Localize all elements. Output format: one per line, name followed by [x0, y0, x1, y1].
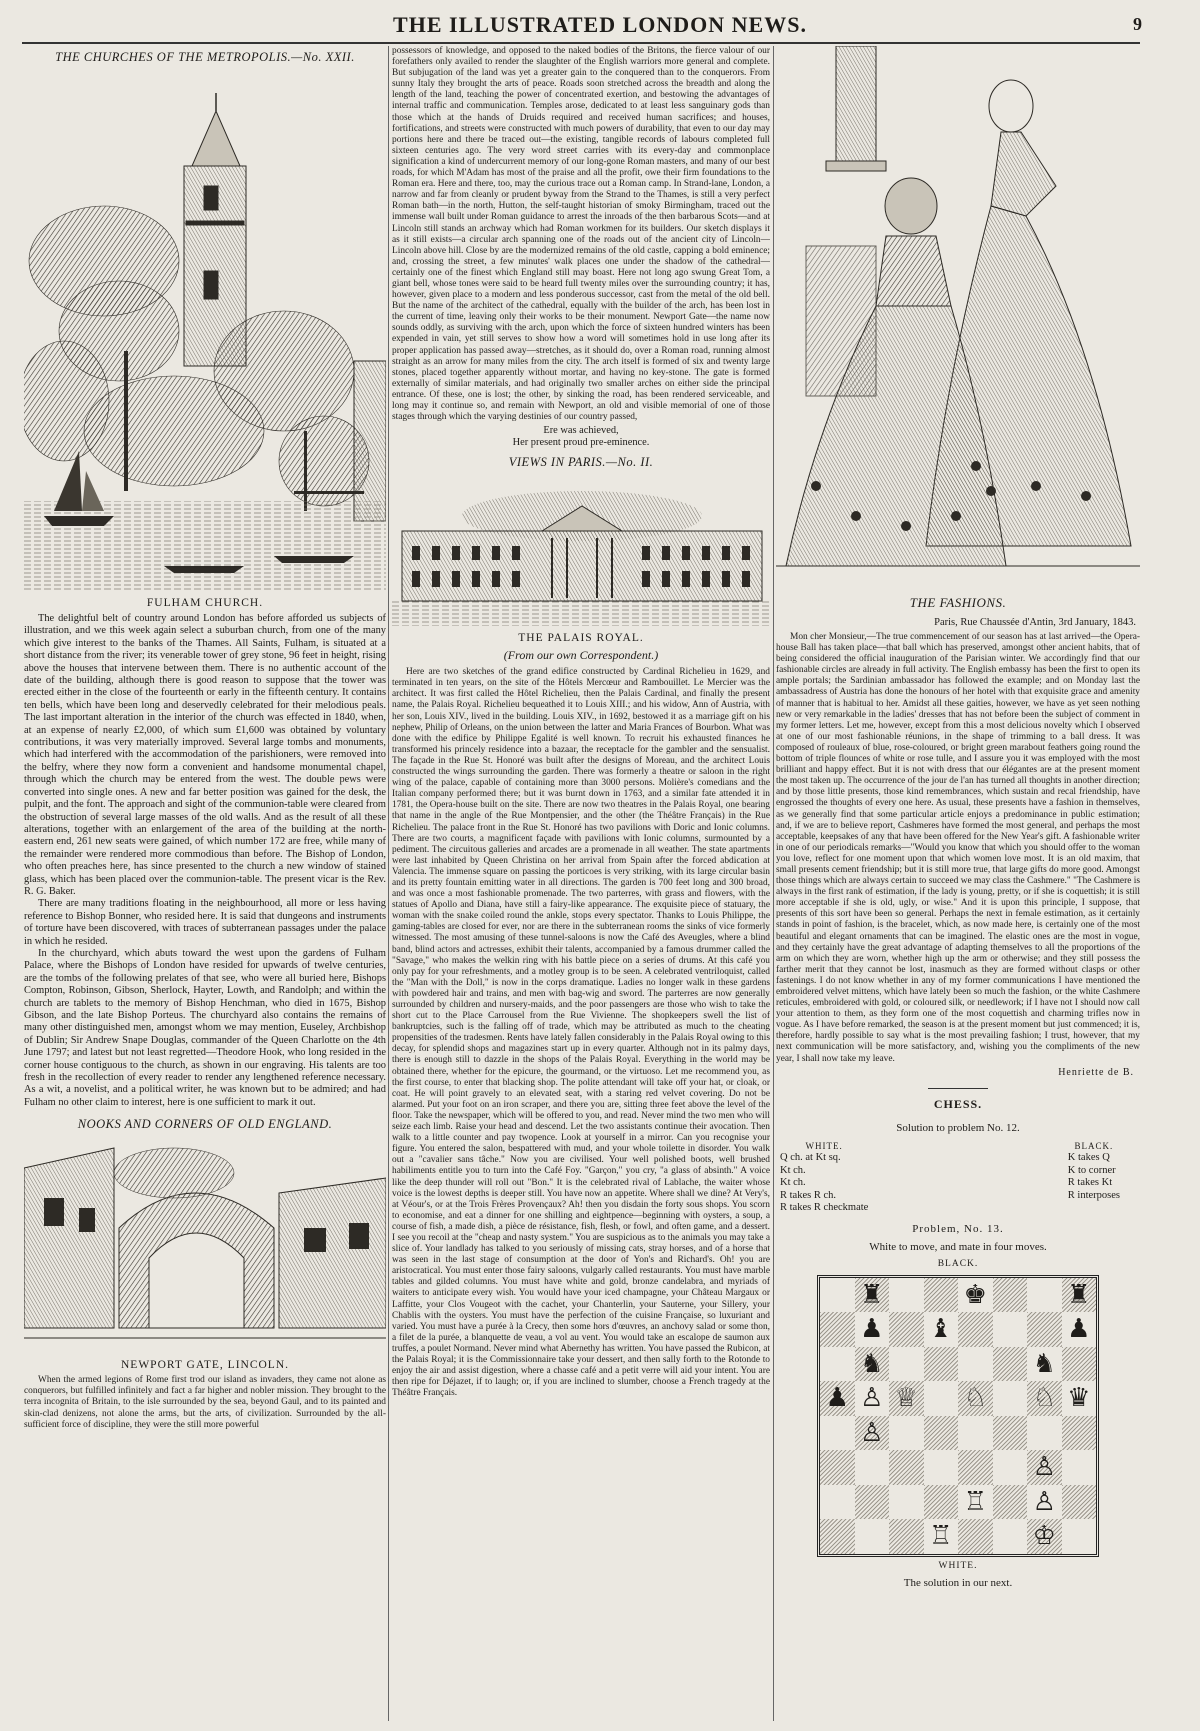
board-square — [993, 1450, 1028, 1485]
fulham-caption: FULHAM CHURCH. — [146, 597, 264, 609]
nooks-heading: NOOKS AND CORNERS OF OLD ENGLAND. — [77, 1117, 333, 1132]
chess-problem-subtitle: White to move, and mate in four moves. — [869, 1240, 1047, 1253]
column-rule-1 — [388, 46, 389, 1721]
board-square — [820, 1312, 855, 1347]
fulham-paragraph-3: In the churchyard, which abuts toward the west upon the gardens of Fulham Palace, where the Bishops of London have resided for upwards of twelve centuries, are the tombs of the following prelates of that see, who were all buried here, Bishops Compton, Robinson, Gibson, Sherlock, Hayter, Lowth, and Randolph; and within the church are tablets to the memory of Bishop Henchman, who died in 1675, Bishop Gibson, and the late Bishop Porteus. The churchyard also contains the remains of many other distinguished men, amongst whom we may mention, Euseley, Archbishop of Dublin; Sir Andrew Snape Douglas, commander of the Queen Charlotte on the 4th June 1797; and latest but not least regretted—Theodore Hook, who long resided in the corner house contiguous to the church, as shown in our engraving. His talents are too fresh in the recollection of every reader to render any lengthened reference necessary. As a wit, a novelist, and a political writer, he was known but to be admired; and had Fulham no other claim to interest, here is one sufficient to mark it out. — [24, 947, 386, 1108]
board-square — [1062, 1450, 1097, 1485]
board-label-white: WHITE. — [938, 1560, 978, 1571]
chess-footer: The solution in our next. — [903, 1576, 1013, 1589]
white-move: Q ch. at Kt sq. — [780, 1152, 841, 1164]
board-square — [924, 1450, 959, 1485]
masthead-rule — [22, 42, 1140, 44]
black-move: K takes Q — [1067, 1152, 1110, 1164]
palais-caption: THE PALAIS ROYAL. — [518, 632, 644, 645]
board-square — [889, 1278, 924, 1313]
board-square — [924, 1278, 959, 1313]
black-move: R takes Kt — [1067, 1177, 1113, 1189]
verse-line-1: Ere was achieved, — [543, 425, 619, 437]
board-square — [820, 1450, 855, 1485]
board-label-black: BLACK. — [937, 1258, 979, 1269]
chess-piece: ♛ — [1067, 1383, 1091, 1414]
palais-subcaption: (From our own Correspondent.) — [503, 648, 659, 663]
board-square — [993, 1485, 1028, 1520]
black-move: R interposes — [1067, 1189, 1120, 1201]
board-square — [1062, 1519, 1097, 1554]
chess-piece: ♘ — [963, 1383, 987, 1414]
board-square — [993, 1278, 1028, 1313]
fulham-paragraph-2: There are many traditions floating in the neighbourhood, all more or less having reference to Bishop Bonner, who resided here. It is said that dungeons and instruments of torture have been discovered, with traces of subterranean passages under the palace in which he resided. — [24, 898, 386, 947]
board-square — [889, 1347, 924, 1382]
board-square — [820, 1278, 855, 1313]
board-square — [924, 1485, 959, 1520]
board-square — [1062, 1485, 1097, 1520]
board-square — [855, 1485, 890, 1520]
board-square — [889, 1416, 924, 1451]
board-square — [1062, 1416, 1097, 1451]
board-square — [993, 1519, 1028, 1554]
chess-solution-title: Solution to problem No. 12. — [896, 1121, 1020, 1134]
chess-piece: ♘ — [1032, 1383, 1056, 1414]
chess-piece: ♙ — [860, 1383, 884, 1414]
white-moves-header: WHITE. — [805, 1140, 843, 1151]
fashions-dateline: Paris, Rue Chaussée d'Antin, 3rd January, 1843. — [934, 617, 1136, 628]
chess-piece: ♝ — [929, 1314, 953, 1345]
black-moves-column — [1068, 1140, 1120, 1215]
chess-piece: ♞ — [1032, 1348, 1056, 1379]
board-square — [820, 1485, 855, 1520]
fashions-engraving — [776, 46, 1140, 591]
column-rule-2 — [773, 46, 774, 1721]
chess-piece: ♜ — [860, 1279, 884, 1310]
board-square — [820, 1519, 855, 1554]
board-square — [820, 1347, 855, 1382]
roman-paragraph: possessors of knowledge, and opposed to the naked bodies of the Britons, the fierce valour of our forefathers only availed to render the slaughter of the English warriors more general and complete. But subjugation of the land was yet a greater gain to the conquered than to the conquerors. From sunny Italy they brought the arts of peace. Roads soon stretched across the breadth and along the length of the land, teaching the power of concentrated exertion, and bestowing the advantages of internal traffic and communication. Temples arose, dedicated to at least less sanguinary gods than those which at the hands of Druids required and received human sacrifices; and houses, fortifications, and streets were constructed with much powers of durability, that even to our day may portions here and there be traced out—the existing, tangible records of labours completed full sixteen centuries ago. The very word street carries with its every-day and commonplace signification a kind of undercurrent memory of our long-gone Roman masters, and many of our best roads, for which M'Adam has most of the praise and all the profit, owe their firm foundations to the Roman era. Here and there, too, may the curious trace out a Roman camp. In Strand-lane, London, a narrow and far from cleanly or prudent byway from the Strand to the Thames, is still a very perfect Roman bath—in the north, Hutton, the self-taught historian of smoky Birmingham, traced out the immense wall built under Roman guidance to arrest the inroads of the then barbarous Scots—and at Lincoln still stands an archway which had Roman workmen for its builders. Our sketch displays it as it still exists—a circular arch spanning one of the roads out of the ancient city of Lincoln—Lincoln above hill. Close by are the modernized remains of the old castle, capping a bold eminence; and, crossing the street, a few minutes' walk places one under the shadow of the cathedral—certainly one of the finest which England still may boast. Here not long ago swung Great Tom, a giant bell, whose tones were said to be heard full twenty miles over the surrounding country; it has, however, given place to a modern and less ponderous successor, cast from the metal of the old bell. But the name of the architect of the cathedral, equally with the builder of the arch, has been lost in the current of time, leaving only their works to be their monument. Newport Gate—the name now sounds oddly, as surviving with the arch, upon which the force of sixteen hundred winters has been expended in vain, yet still serves to show how a word will sometimes hold in use long after its proper application has passed away—stretches, as it should do, over a Roman road, running almost straight as an arrow for many miles from the city. The arch itself is formed of six and twenty large stones, placed together apparently without mortar, and having no key-stone. The gate is formed externally of similar materials, and had originally two smaller arches on either side the principal entrance. Of these, one is lost; the other, by sinking the road, has been rendered serviceable, and long may it continue so, and remain with Newport, an old and visible memorial of one of those stages through which the varying destinies of our country passed, — [392, 46, 770, 423]
newport-caption: NEWPORT GATE, LINCOLN. — [120, 1359, 290, 1372]
chess-piece: ♟ — [825, 1383, 849, 1414]
fulham-church-engraving — [24, 71, 386, 591]
chess-piece: ♖ — [929, 1521, 953, 1552]
chess-piece: ♞ — [860, 1348, 884, 1379]
black-move: K to corner — [1067, 1164, 1116, 1176]
board-square — [993, 1347, 1028, 1382]
chess-piece: ♖ — [963, 1486, 987, 1517]
fashions-paragraph: Mon cher Monsieur,—The true commencement of our season has at last arrived—the Opera-house Ball has taken place—that ball which has preserved, amongst other ancient habits, that of being considered the official inauguration of the Parisian winter. We accordingly find that our fashionable circles are already in full activity. The English embassy has been the first to open its ample portals; the Sardinian ambassador has followed the example; and on Monday last the ambassadress of Austria has done the honours of her hotel with that exquisite grace and amenity of manner that is habitual to her. Amidst all these gaities, however, we have as yet seen nothing new or very remarkable in the ladies' dresses that has not before been the subject of comment in my former letters. Let me, however, except from this a most delicious novelty which I observed at one of our most fashionable réunions, in the shape of trimming to a ball dress. It was composed of rouleaux of blue, rose-coloured, or bright green marabout feathers going round the bottom of triple flounces of white or rose tulle, and I assure you it was employed with the most brilliant and happy effect. But it is not with dress that our élégantes are at the present moment the most taken up. The occurrence of the jour de l'an has turned all thoughts in another direction; and by those little presents, those kind remembrances, which sustain and recal friendship, have engrossed the thoughts of every one here. As usual, these presents have a fashion in themselves, as we generally find that some particular article enjoys a predominance in public estimation; and, if we are to believe report, Cashmeres have formed the most general, and perhaps the most acceptable, keepsakes of any that have been offered for the New Year's gift. A fashionable writer in one of our periodicals remarks—"Would you know that which you should offer to the woman you love, reflect for one moment upon that which women love most. It is an old maxim, that small presents cement friendship; but it is still more true, that large gifts do more good. Amongst those things which are always certain to succeed we may class the Cashmere." "The Cashmere is always in the first rank of estimation, if the lady is young, pretty, or if she is coquettish; it is still more acceptable if she is old, ugly, or wise." And it is upon this principle, I suppose, that presents of this sort have been so general. Perhaps the next in female estimation, as it certainly stands in point of fashion, is the bracelet, which, as now made here, is certainly one of the most beautiful and elegant ornaments that can be imagined. The elastic ones are the most in vogue, and they certainly have the great advantage of adapting themselves to all the proportions of the arm on which they are worn, whether high up the arm or otherwise; and they still possess the farther merit that they cannot be lost, inasmuch as they are formed without clasps or other fastenings. I do not know whether in any of my former communications I have mentioned the embroidered velvet mittens, which have lately been so much the fashion, or the white Cashmere reticules, embroidered with gold, or coloured silk, or needlework; if I have not I should now call your attention to them, as they form one of the most coquettish and charming trifles now in vogue. As I have before remarked, the season is at the present moment but just commenced; it is, therefore, hardly possible to say what is the most prevailing fashion; I trust, however, that my next communication will be more satisfactory, and, wishing you the compliments of the new year, I shall now take my leave. — [776, 632, 1140, 1064]
column-1 — [24, 46, 386, 1431]
palais-paragraph: Here are two sketches of the grand edifice constructed by Cardinal Richelieu in 1629, and terminated in ten years, on the site of the Hôtels Mercœur and Rambouillet. Le Mercier was the architect. It was first called the Hôtel Richelieu, then the Palais Cardinal, and finally the present name, the Palais Royal. Richelieu bequeathed it to Louis XIII.; and his widow, Ann of Austria, with her son, Louis XIV., lived in the building. Louis XIV., in 1692, bestowed it as a marriage gift on his nephew, Philip of Orleans, on the union between the latter and Maria Frances of Bourbon. What was done with the edifice by Philippe Egalité is well known. To recruit his exhausted finances he transformed his princely residence into a bazaar, the receptacle for the gambler and the sensualist. The façade in the Rue St. Honoré was built after the designs of Moreau, and the architect Louis constructed the wings surrounding the garden. There was formerly a theatre or saloon in the right wing of the palace, capable of containing more than 3000 persons. Molière's comedians and the Italian company performed there; but it was burnt down in 1763, and a similar fate attended it in 1781, the Opera-house built on the site. There are now two theatres in the Palais Royal, one bearing that name in the angle of the Rue Montpensier, and the other (the Théâtre Français) in the Rue Richelieu. The palace front in the Rue St. Honoré has two pavilions with Doric and Ionic columns. There are two courts, a magnificent façade with pavilions with Ionic columns, surmounted by a pediment. The circuitous galleries and arcades are a promenade in all weather. The state apartments were last inhabited by Queen Christina on her arrival from Spain after the forced abdication at Valencia. The immense square on passing the porticoes is very striking, with its large circular basin and its pretty fountain emitting water in all directions. The garden is 700 feet long and 300 broad, and was once a most fashionable promenade. The two parterres, with grass and flowers, with the statues of Apollo and Diana, have still a fairy-like appearance. The exquisite piece of statuary, the woman with the snake coiled round the ankle, stops every spectator. Thanks to Louis Philippe, the gaming-tables are closed for ever, nor are there in the subterranean rooms the sinks of vice formerly witnessed. The most amusing of these tunnel-saloons is now the Café des Aveugles, where a blind band, blind actors and actresses, exhibit their talents, accompanied by a famous drummer called the "Savage," who makes the welkin ring with his battle piece on a series of drums. At this café you only pay for your refreshments, and a motley group is to be seen. A celebrated ventriloquist, called the "Man with the Doll," is now in the corps dramatique. Ladies no longer walk in these gardens with powdered hair and trains, and men with bag-wig and sword. The parterres are now generally surrounded by children and nursery-maids, and the poor passengers are those who wish to take the short cut to the Place Carrousel from the Rue Vivienne. The shopkeepers swell the list of bankruptcies, such is the falling off of trade, which may be attributed as much to the cheating propensities of the tradesmen. Rents have lately fallen considerably in the Palais Royal owing to this decay, for splendid shops and magazines start up in every quarter. Although not in its palmy days, there is enough still to dazzle in the shops of the Palais Royal. Everything in the world may be obtained there, whether for the epicure, the gourmand, or the virtuoso. Let me recommend you, as the first course, to enter that blacking shop. The polite attendant will take off your hat, or cloak, or coat. He will point gravely to an elevated seat, with a staring red velvet covering. Do not be alarmed. Put your foot on an iron scraper, and there you are, sitting three feet above the level of the floor. Take the newspaper, which will be offered to you, and read. Never mind the two men who will seize each limb. Raise your head and descend. Let the two assistants continue their avocation. Then walk to a little counter and pay twopence. Look at yourself in a mirror. Can you recognise your figure. You entered the salon, bespattered with mud, and your whole toilette in disorder. You walk out a "cavalier sans tâche." Now you are civilised. Your well polished boots, well brushed habiliments entitle you to turn into the Café Foy. "Garçon," you cry, "a glass of absinth." A voice like the deep thunder will roll out "Bon." It is the celebrated rival of Lablache, the waiter whose voice is the lowest depths is deeper still. You have now an appetite. Where shall we dine? At Very's, at Véour's, or at the Trois Frères Provençaux? Ah! then you disdain the forty sous shops. You scorn to economise, and eat a dinner for one shilling and eightpence—beginning with oysters, a soup, a course of fish, a made dish, a pièce de résistance, fish, flesh, or fowl, and often game, and a dessert. I see you recoil at the "cheap and nasty system." You are suspicious as to the animals you may take a slice of. Your landlady has talked to you seriously of missing cats, stray horses, and of a horse that was seen in the last stage of consumption at the door of Yon's and Richard's. Oh! you are aristocratical. You must enter those fairy saloons, vulgarly called restaurants. You must have marble tables and gilded columns. You must have white and gold, bronze candelabra, and myriads of waiters to anticipate every wish. You would have your iced champagne, your Château Margaux or Laffitte, your Clos Vougeot with the cachet, your Chanterlin, your Sauterne, your Sillery, your Chablis with the oysters. You must have the perfection of the cuisine Française, so luxuriant and varied. You must have a purée à la Crecy, then some hors d'œuvres, an anchovy salad or some thon, a filet de la purée, a blanquette de veau, a vol au vent. You would take an escalope de saumon aux truffes, a poulet Normand. Never mind what Abernethy has written. You have passed the Rubicon, at the Palais Royal; it is the Commissionnaire take your dessert, and then sally forth to the Rotonde to enjoy the air and assist digestion, where a chasse café and a petit verre will aid your intent. You are then ripe for Déjazet, if to laugh; or, if you are inclined to slumber, choose a French tragedy at the Théâtre Français. — [392, 667, 770, 1399]
chess-title: CHESS. — [933, 1096, 983, 1111]
column-3 — [776, 46, 1140, 1595]
board-square — [958, 1347, 993, 1382]
palais-royal-engraving — [392, 476, 770, 626]
chess-piece: ♙ — [860, 1417, 884, 1448]
board-square — [855, 1450, 890, 1485]
board-square — [958, 1519, 993, 1554]
white-moves-column — [780, 1140, 868, 1215]
column-2 — [392, 46, 770, 1399]
masthead-title: THE ILLUSTRATED LONDON NEWS. — [393, 12, 807, 37]
chess-board — [817, 1275, 1099, 1557]
board-square — [889, 1450, 924, 1485]
page-number: 9 — [1133, 14, 1142, 34]
chess-piece: ♚ — [963, 1279, 987, 1310]
chess-piece: ♕ — [894, 1383, 918, 1414]
white-move: Kt ch. — [780, 1164, 806, 1176]
board-square — [855, 1519, 890, 1554]
fashions-signature: Henriette de B. — [1058, 1066, 1134, 1078]
chess-piece: ♟ — [860, 1314, 884, 1345]
board-square — [889, 1312, 924, 1347]
churches-heading: THE CHURCHES OF THE METROPOLIS.—No. XXII. — [55, 50, 355, 64]
board-square — [924, 1381, 959, 1416]
chess-piece: ♙ — [1032, 1452, 1056, 1483]
board-square — [958, 1312, 993, 1347]
chess-piece: ♙ — [1032, 1486, 1056, 1517]
newport-gate-engraving — [24, 1138, 386, 1353]
white-move: R takes R checkmate — [780, 1202, 869, 1214]
board-square — [820, 1416, 855, 1451]
board-square — [1027, 1312, 1062, 1347]
fashions-caption: THE FASHIONS. — [909, 595, 1007, 610]
board-square — [958, 1416, 993, 1451]
board-square — [924, 1347, 959, 1382]
white-move: R takes R ch. — [780, 1189, 836, 1201]
chess-problem-title: Problem, No. 13. — [912, 1222, 1004, 1235]
board-square — [889, 1519, 924, 1554]
board-square — [958, 1450, 993, 1485]
chess-piece: ♜ — [1067, 1279, 1091, 1310]
board-square — [889, 1485, 924, 1520]
newport-paragraph: When the armed legions of Rome first trod our island as invaders, they came not alone as conquerors, but fulfilled infinitely and fact a far higher and nobler mission. They brought to the terra incognita of Britain, to the isle surrounded by the sea, beyond Gaul, and to its painted and skin-clad denizens, not alone the arms, but the arts, of civilization. Surrounded by the all-sufficient force of discipline, they were the still more powerful — [24, 1375, 386, 1430]
masthead — [0, 0, 1200, 44]
board-square — [1027, 1278, 1062, 1313]
board-square — [993, 1381, 1028, 1416]
chess-piece: ♟ — [1067, 1314, 1091, 1345]
white-move: Kt ch. — [780, 1177, 806, 1189]
verse-line-2: Her present proud pre-eminence. — [512, 437, 650, 449]
board-square — [1027, 1416, 1062, 1451]
chess-divider — [928, 1088, 988, 1089]
chess-piece: ♔ — [1032, 1521, 1056, 1552]
fulham-paragraph-1: The delightful belt of country around London has before afforded us subjects of illustration, and we this week again select a suburban church, from one of the many which give interest to the banks of the Thames. All Saints, Fulham, is situated at a short distance from the river; its venerable tower of grey stone, 96 feet in height, rising above the houses that intervene between them. There is no authentic account of the date of the building, although there is good reason to suppose that the tower was erected either in the close of the fourteenth or early in the fifteenth century. It contains ten bells, which have been long and deservedly celebrated for their melodious peals. The last important alteration in the interior of the church was effected in 1840, when, at an expense of nearly £2,000, of which sum £1,600 was obtained by voluntary contributions, it was very materially improved. Several large tombs and monuments, which had interfered with the accommodation of the parishioners, were removed into the belfry, where they now form a convenient and handsome monumental chapel, through which the church may be entered from the west. The double pews were converted into single ones. A new and far better position was gained for the desk, the pulpit, and the font. The approach and sight of the communion-table were cleared from the obstruction of several large masses of the old walls. And as the result of all these alterations, together with an enlargement of the area of the building at the north-eastern end, 261 new seats were gained, of which number 172 are free, while many of the remainder were rendered more commodious than before. The Bishop of London, who often preaches here, has since presented to the church a new window of stained glass, which has been placed over the communion-table. The present vicar is the Rev. R. G. Baker. — [24, 613, 386, 897]
black-moves-header: BLACK. — [1074, 1140, 1114, 1151]
board-square — [1062, 1347, 1097, 1382]
chess-solution-moves — [776, 1140, 1140, 1215]
board-square — [993, 1416, 1028, 1451]
board-square — [993, 1312, 1028, 1347]
views-heading: VIEWS IN PARIS.—No. II. — [508, 455, 654, 470]
board-square — [924, 1416, 959, 1451]
